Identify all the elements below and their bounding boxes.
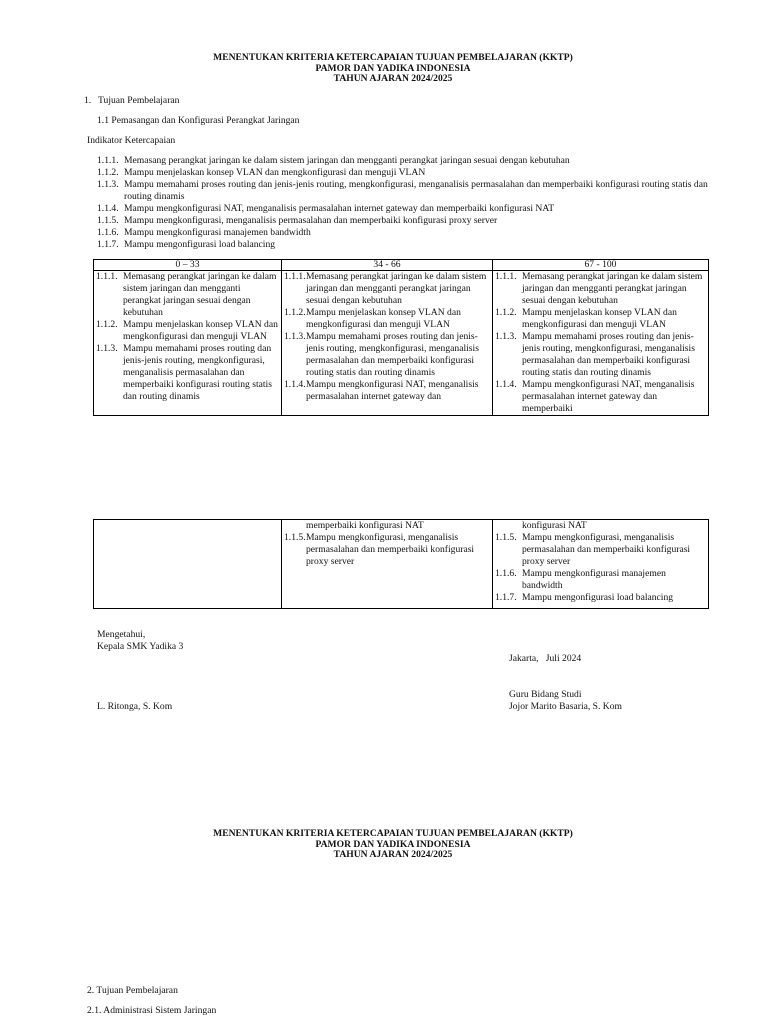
table-cell-item [284, 331, 490, 379]
signature-right-line-2: Guru Bidang Studi [509, 689, 582, 700]
indicator-number: 1.1.2. [97, 167, 119, 178]
item-text: Mampu menjelaskan konsep VLAN dan mengkonfigurasi dan menguji VLAN [306, 307, 461, 330]
indicator-item [97, 215, 717, 227]
item-number: 1.1.3. [96, 343, 118, 354]
indicator-item [97, 167, 717, 179]
section-title: Tujuan Pembelajaran [98, 95, 180, 106]
signature-left-line-1: Mengetahui, [97, 629, 146, 640]
indicator-number: 1.1.5. [97, 215, 119, 226]
item-number: 1.1.2. [96, 319, 118, 330]
item-text: Mampu mengkonfigurasi manajemen bandwidth [522, 568, 666, 591]
item-number: 1.1.1. [495, 271, 517, 282]
indicator-item [97, 227, 717, 239]
signature-left-name: L. Ritonga, S. Kom [97, 701, 173, 712]
section-heading [84, 95, 179, 107]
item-number: 1.1.2. [495, 307, 517, 318]
item-number: 1.1.7. [495, 592, 517, 603]
page2-title [0, 829, 768, 861]
table-cell-item [284, 307, 490, 331]
item-text: Mampu memahami proses routing dan jenis-jenis routing, mengkonfigurasi, menganalisis permasalahan dan memperbaiki konfigurasi routing statis dan routing dinamis [522, 331, 695, 378]
indicator-item [97, 179, 717, 203]
table-cell-item [495, 271, 706, 307]
kktp-table-continued [93, 519, 709, 609]
title-line-1: MENENTUKAN KRITERIA KETERCAPAIAN TUJUAN PEMBELAJARAN (KKTP) [213, 52, 573, 63]
item-text: Mampu mengkonfigurasi, menganalisis permasalahan dan memperbaiki konfigurasi proxy server [522, 532, 691, 567]
score-range-header-2: 34 - 66 [282, 260, 493, 271]
item-number: 1.1.6. [495, 568, 517, 579]
score-range-header-3: 67 - 100 [493, 260, 709, 271]
indicator-item [97, 239, 717, 251]
score-range-header-1: 0 – 33 [94, 260, 282, 271]
signature-left-line-2: Kepala SMK Yadika 3 [97, 641, 184, 652]
column-34-66-continued [282, 520, 493, 609]
table-cell-item [495, 379, 706, 415]
item-number: 1.1.2. [284, 307, 306, 318]
column-34-66 [282, 271, 493, 416]
item-number: 1.1.5. [284, 532, 306, 543]
indicator-number: 1.1.7. [97, 239, 119, 250]
item-text: Mampu memahami proses routing dan jenis-jenis routing, mengkonfigurasi, menganalisis permasalahan dan memperbaiki konfigurasi routing statis dan routing dinamis [306, 331, 479, 378]
item-text: Mampu menjelaskan konsep VLAN dan mengkonfigurasi dan menguji VLAN [123, 319, 278, 342]
item-number: 1.1.1. [284, 271, 306, 282]
title-line-2: PAMOR DAN YADIKA INDONESIA [315, 62, 471, 74]
indicator-item [97, 155, 717, 167]
indicator-number: 1.1.1. [97, 155, 119, 166]
item-number: 1.1.3. [495, 331, 517, 342]
table-cell-item [284, 379, 490, 403]
page1-title [0, 53, 768, 85]
item-number: 1.1.4. [495, 379, 517, 390]
item-text: Memasang perangkat jaringan ke dalam sistem jaringan dan mengganti perangkat jaringan sesuai dengan kebutuhan [522, 271, 703, 306]
indicator-text: Mampu mengkonfigurasi NAT, menganalisis permasalahan internet gateway dan memperbaiki konfigurasi NAT [124, 203, 555, 214]
item-text: Mampu mengkonfigurasi NAT, menganalisis permasalahan internet gateway dan [306, 379, 479, 402]
table-cell-item [495, 532, 706, 568]
item-text: Memasang perangkat jaringan ke dalam sistem jaringan dan mengganti perangkat jaringan sesuai dengan kebutuhan [123, 271, 277, 318]
section-number: 1. [84, 95, 92, 106]
table-cell-item [495, 307, 706, 331]
indicator-number: 1.1.6. [97, 227, 119, 238]
table-cell-item [495, 331, 706, 379]
item-text: Mampu mengkonfigurasi NAT, menganalisis permasalahan internet gateway dan memperbaiki [522, 379, 695, 414]
signature-right-name: Jojor Marito Basaria, S. Kom [509, 701, 622, 712]
indicator-text: Memasang perangkat jaringan ke dalam sistem jaringan dan mengganti perangkat jaringan sesuai dengan kebutuhan [124, 155, 570, 166]
column-67-100 [493, 271, 709, 416]
item-text: Mampu mengonfigurasi load balancing [522, 592, 674, 603]
item-text: Mampu memahami proses routing dan jenis-jenis routing, mengkonfigurasi, menganalisis permasalahan dan memperbaiki konfigurasi routing statis dan routing dinamis [123, 343, 272, 402]
table-cell-item [284, 532, 490, 568]
subsection-heading: 1.1 Pemasangan dan Konfigurasi Perangkat Jaringan [97, 115, 300, 126]
title-line-3: TAHUN AJARAN 2024/2025 [333, 73, 453, 84]
indicator-list [97, 155, 717, 251]
table-cell-item [495, 592, 706, 604]
table-cell-item [495, 568, 706, 592]
signature-right-line-1: Jakarta, Juli 2024 [509, 653, 582, 664]
indicator-text: Mampu memahami proses routing dan jenis-jenis routing, mengkonfigurasi, menganalisis permasalahan dan memperbaiki konfigurasi routing statis dan routing dinamis [124, 179, 708, 202]
item-number: 1.1.1. [96, 271, 118, 282]
kktp-table [93, 259, 709, 416]
item-text: Memasang perangkat jaringan ke dalam sistem jaringan dan mengganti perangkat jaringan sesuai dengan kebutuhan [306, 271, 487, 306]
item-text: Mampu mengkonfigurasi, menganalisis permasalahan dan memperbaiki konfigurasi proxy server [306, 532, 475, 567]
item-text: Mampu menjelaskan konsep VLAN dan mengkonfigurasi dan menguji VLAN [522, 307, 677, 330]
page2-subsection-heading: 2.1. Administrasi Sistem Jaringan [87, 1005, 217, 1016]
indicator-text: Mampu mengkonfigurasi, menganalisis permasalahan dan memperbaiki konfigurasi proxy server [124, 215, 498, 226]
indicator-number: 1.1.3. [97, 179, 119, 190]
column-67-100-continued [493, 520, 709, 609]
indicator-text: Mampu menjelaskan konsep VLAN dan mengkonfigurasi dan menguji VLAN [124, 167, 426, 178]
title-line-2: PAMOR DAN YADIKA INDONESIA [315, 838, 471, 850]
column-0-33-continued [94, 520, 282, 609]
indicator-heading: Indikator Ketercapaian [87, 135, 176, 146]
column-0-33 [94, 271, 282, 416]
indicator-text: Mampu mengonfigurasi load balancing [124, 239, 276, 250]
item-number: 1.1.4. [284, 379, 306, 390]
indicator-item [97, 203, 717, 215]
item-number: 1.1.5. [495, 532, 517, 543]
title-line-1: MENENTUKAN KRITERIA KETERCAPAIAN TUJUAN PEMBELAJARAN (KKTP) [213, 828, 573, 839]
indicator-number: 1.1.4. [97, 203, 119, 214]
continued-text: memperbaiki konfigurasi NAT [306, 520, 424, 531]
table-cell-item [96, 319, 279, 343]
signature-left [97, 629, 297, 653]
table-cell-item [96, 271, 279, 319]
page2-section-heading: 2. Tujuan Pembelajaran [87, 985, 178, 996]
title-line-3: TAHUN AJARAN 2024/2025 [333, 849, 453, 860]
table-cell-item [284, 271, 490, 307]
item-number: 1.1.3. [284, 331, 306, 342]
indicator-text: Mampu mengkonfigurasi manajemen bandwidth [124, 227, 311, 238]
continued-text: konfigurasi NAT [522, 520, 587, 531]
table-cell-item [96, 343, 279, 403]
